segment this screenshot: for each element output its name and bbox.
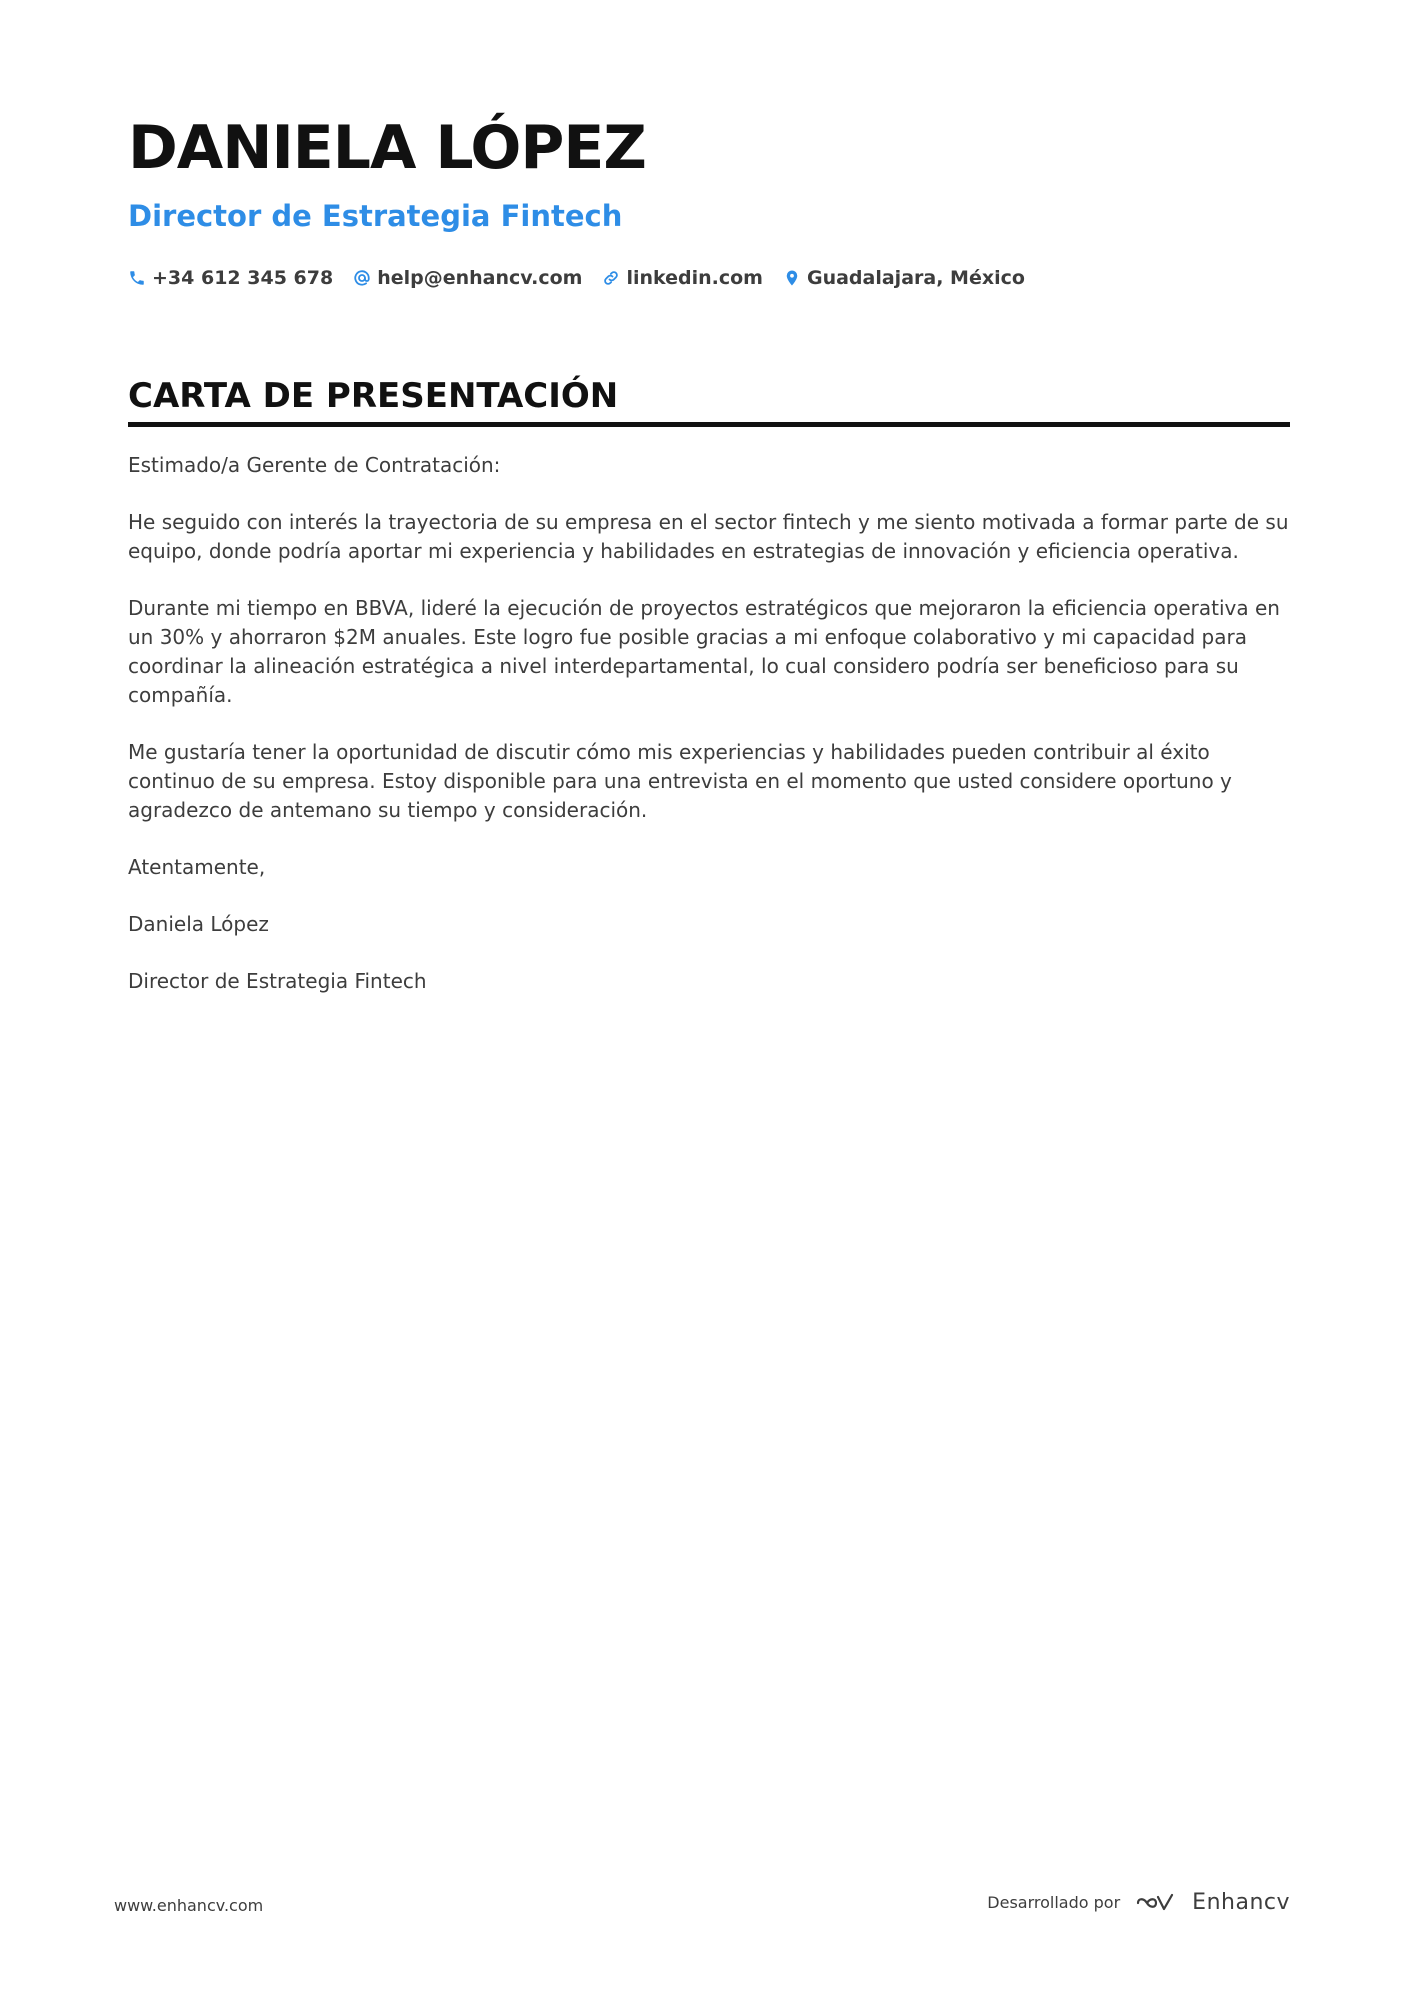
letter-greeting: Estimado/a Gerente de Contratación: <box>128 453 501 477</box>
contact-linkedin[interactable] <box>602 267 763 289</box>
signature-name: Daniela López <box>128 912 269 936</box>
footer-website[interactable]: www.enhancv.com <box>114 1896 264 1915</box>
letter-body <box>128 451 1290 996</box>
letter-closing: Atentamente, <box>128 855 266 879</box>
at-icon <box>353 269 371 287</box>
letter-paragraph-3: Me gustaría tener la oportunidad de discutir cómo mis experiencias y habilidades pueden contribuir al éxito continuo de su empresa. Estoy disponible para una entrevista en el momento que usted considere oportuno y agradezco de antemano su tiempo y consideración. <box>128 740 1232 822</box>
linkedin-text: linkedin.com <box>626 267 763 289</box>
phone-text: +34 612 345 678 <box>152 267 334 289</box>
candidate-name: DANIELA LÓPEZ <box>128 113 646 183</box>
link-icon <box>602 269 620 287</box>
contact-email[interactable] <box>353 267 582 289</box>
footer-branding <box>987 1890 1290 1915</box>
contact-phone[interactable] <box>128 267 333 289</box>
cover-letter <box>128 108 1290 1024</box>
letter-paragraph-2: Durante mi tiempo en BBVA, lideré la ejecución de proyectos estratégicos que mejoraron la eficiencia operativa en un 30% y ahorraron $2M anuales. Este logro fue posible gracias a mi enfoque colaborativo y mi capacidad para coordinar la alineación estratégica a nivel interdepartamental, lo cual considero podría ser beneficioso para su compañía. <box>128 596 1280 707</box>
footer-developed-by: Desarrollado por <box>987 1893 1121 1912</box>
footer-brand: Enhancv <box>1192 1890 1290 1915</box>
contact-location <box>783 267 1025 289</box>
signature-role: Director de Estrategia Fintech <box>128 969 427 993</box>
location-text: Guadalajara, México <box>806 267 1025 289</box>
candidate-role: Director de Estrategia Fintech <box>128 199 623 233</box>
enhancv-logo-icon <box>1134 1891 1180 1915</box>
email-text: help@enhancv.com <box>377 267 583 289</box>
section-title: CARTA DE PRESENTACIÓN <box>128 374 1290 427</box>
letter-paragraph-1: He seguido con interés la trayectoria de su empresa en el sector fintech y me siento motivada a formar parte de su equipo, donde podría aportar mi experiencia y habilidades en estrategias de innovación y eficiencia operativa. <box>128 510 1289 563</box>
contact-bar <box>128 264 1290 292</box>
location-pin-icon <box>783 269 801 287</box>
phone-icon <box>128 269 146 287</box>
